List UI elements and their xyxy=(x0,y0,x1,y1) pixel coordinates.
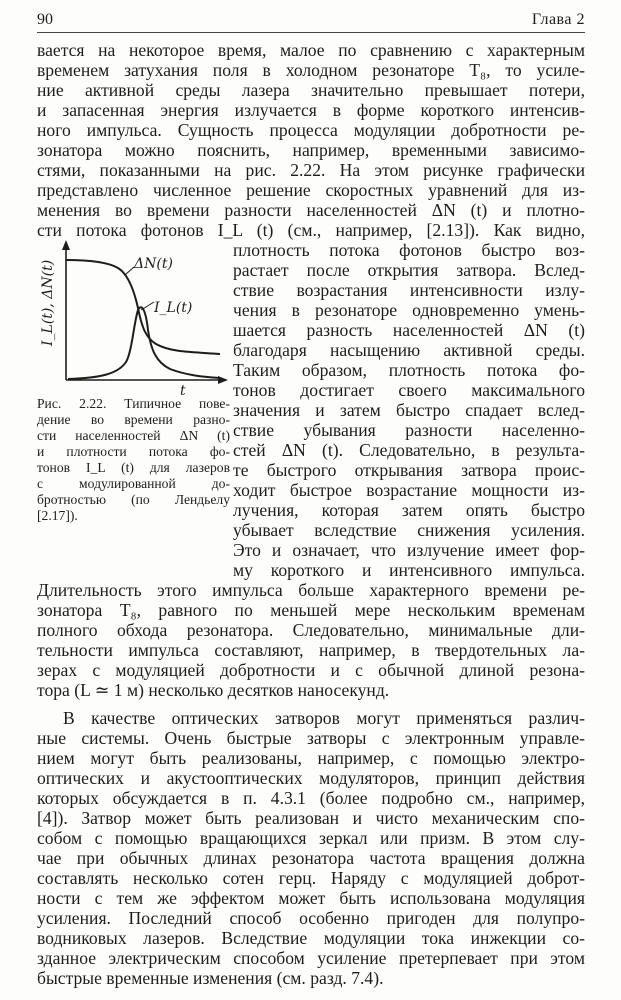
text-line: ного импульса. Сущность процесса модуляции добротности ре- xyxy=(37,120,585,140)
text-line: шается разность населенностей ΔN (t) xyxy=(233,320,585,340)
leader-line xyxy=(141,302,154,310)
text-line: лучения, которая затем опять быстро xyxy=(233,500,585,520)
text-line: водниковых лазеров. Вследствие модуляции тока инжекции со- xyxy=(37,928,585,948)
text-line: чения в резонаторе одновременно умень- xyxy=(233,300,585,320)
text-line: значения и затем быстро спадает вслед- xyxy=(233,400,585,420)
text-line: Это и означает, что излучение имеет фор- xyxy=(233,540,585,560)
chapter-title: Глава 2 xyxy=(531,11,585,28)
text-line: В качестве оптических затворов могут применяться различ- xyxy=(63,708,585,728)
text-line: зданное электрическим способом усиление претерпевает при этом xyxy=(37,948,585,968)
text-line: представлено численное решение скоростных уравнений для из- xyxy=(37,180,585,200)
text-line: тонов достигает своего максимального xyxy=(233,380,585,400)
text-line: составлять несколько сотен герц. Наряду с модуляцией доброт- xyxy=(37,868,585,888)
page-header xyxy=(37,10,585,33)
page-number: 90 xyxy=(37,11,53,28)
text-line: ности с тем же эффектом может быть использована модуляция xyxy=(37,888,585,908)
text-line: полного обхода резонатора. Следовательно, минимальные дли- xyxy=(37,620,585,640)
text-line: ные системы. Очень быстрые затворы с электронным управле- xyxy=(37,728,585,748)
text-line: ствие убывания разности населенно- xyxy=(233,420,585,440)
text-line: ходит быстрое возрастание мощности из- xyxy=(233,480,585,500)
x-axis-label: t xyxy=(180,383,186,398)
text-line: зерах с модуляцией добротности и с обычной длиной резона- xyxy=(37,660,585,680)
text-line: му короткого и интенсивного импульса. xyxy=(233,560,585,580)
caption-line: и плотности потока фо- xyxy=(37,444,230,459)
text-line: Длительность этого импульса больше характерного времени ре- xyxy=(37,580,585,600)
caption-line: с модулированной до- xyxy=(37,476,230,491)
text-line: которых обсуждается в п. 4.3.1 (более подробно см., например, xyxy=(37,788,585,808)
text-line: тельности импульса составляют, например, в твердотельных ла- xyxy=(37,640,585,660)
text-line: сти потока фотонов I_L (t) (см., например, [2.13]). Как видно, xyxy=(37,220,585,240)
caption-line: [2.17]). xyxy=(37,508,78,523)
text-line: зонатора можно пояснить, например, временными зависимо- xyxy=(37,140,585,160)
text-line: тора (L ≃ 1 м) несколько десятков наносекунд. xyxy=(37,680,390,700)
text-line: быстрые временные изменения (см. разд. 7.4). xyxy=(37,968,384,988)
text-line: убывает вследствие снижения усиления. xyxy=(233,520,585,540)
figure-plot xyxy=(30,238,230,398)
text-line: нием могут быть реализованы, например, с помощью электро- xyxy=(37,748,585,768)
text-line: те быстрого открывания затвора проис- xyxy=(233,460,585,480)
text-line: менения во времени разности населенностей ΔN (t) и плотно- xyxy=(37,200,585,220)
text-line: зонатора T₈, равного по меньшей мере нескольким временам xyxy=(37,600,585,620)
population-curve xyxy=(66,260,220,354)
text-line: собом с помощью вращающихся зеркал или призм. В этом слу- xyxy=(37,828,585,848)
text-line: благодаря насыщению активной среды. xyxy=(233,340,585,360)
text-line: [4]). Затвор может быть реализован и чисто механическим спо- xyxy=(37,808,585,828)
text-line: оптических и акустооптических модуляторов, принцип действия xyxy=(37,768,585,788)
caption-line: Рис. 2.22. Типичное пове- xyxy=(37,396,230,411)
text-line: и запасенная энергия излучается в форме короткого интенсив- xyxy=(37,100,585,120)
y-axis-arrow xyxy=(62,240,70,250)
text-line: ние активной среды лазера значительно превышает потери, xyxy=(37,80,585,100)
y-axis-label: I_L(t), ΔN(t) xyxy=(40,259,56,346)
text-line: стями, показанными на рис. 2.22. На этом рисунке графически xyxy=(37,160,585,180)
caption-line: бротностью (по Лендьелу xyxy=(37,492,230,507)
text-line: Таким образом, плотность потока фо- xyxy=(233,360,585,380)
caption-line: сти населенностей ΔN (t) xyxy=(37,428,230,443)
curve2-label: I_L(t) xyxy=(154,300,193,316)
photon-flux-curve xyxy=(68,307,220,379)
text-line: растает после открытия затвора. Вслед- xyxy=(233,260,585,280)
caption-line: дение во времени разно- xyxy=(37,412,230,427)
text-line: чае при обычных длинах резонатора частота вращения должна xyxy=(37,848,585,868)
text-line: стей ΔN (t). Следовательно, в результа- xyxy=(233,440,585,460)
text-line: плотность потока фотонов быстро воз- xyxy=(233,240,585,260)
leader-line xyxy=(125,267,134,275)
text-line: усиления. Последний способ особенно пригоден для полупро- xyxy=(37,908,585,928)
caption-line: тонов I_L (t) для лазеров xyxy=(37,460,230,475)
text-line: вается на некоторое время, малое по сравнению с характерным xyxy=(37,40,585,60)
figure-2-22 xyxy=(30,238,230,398)
text-line: ствие возрастания интенсивности излу- xyxy=(233,280,585,300)
text-line: временем затухания поля в холодном резонаторе T₈, то усиле- xyxy=(37,60,585,80)
curve1-label: ΔN(t) xyxy=(134,256,173,272)
